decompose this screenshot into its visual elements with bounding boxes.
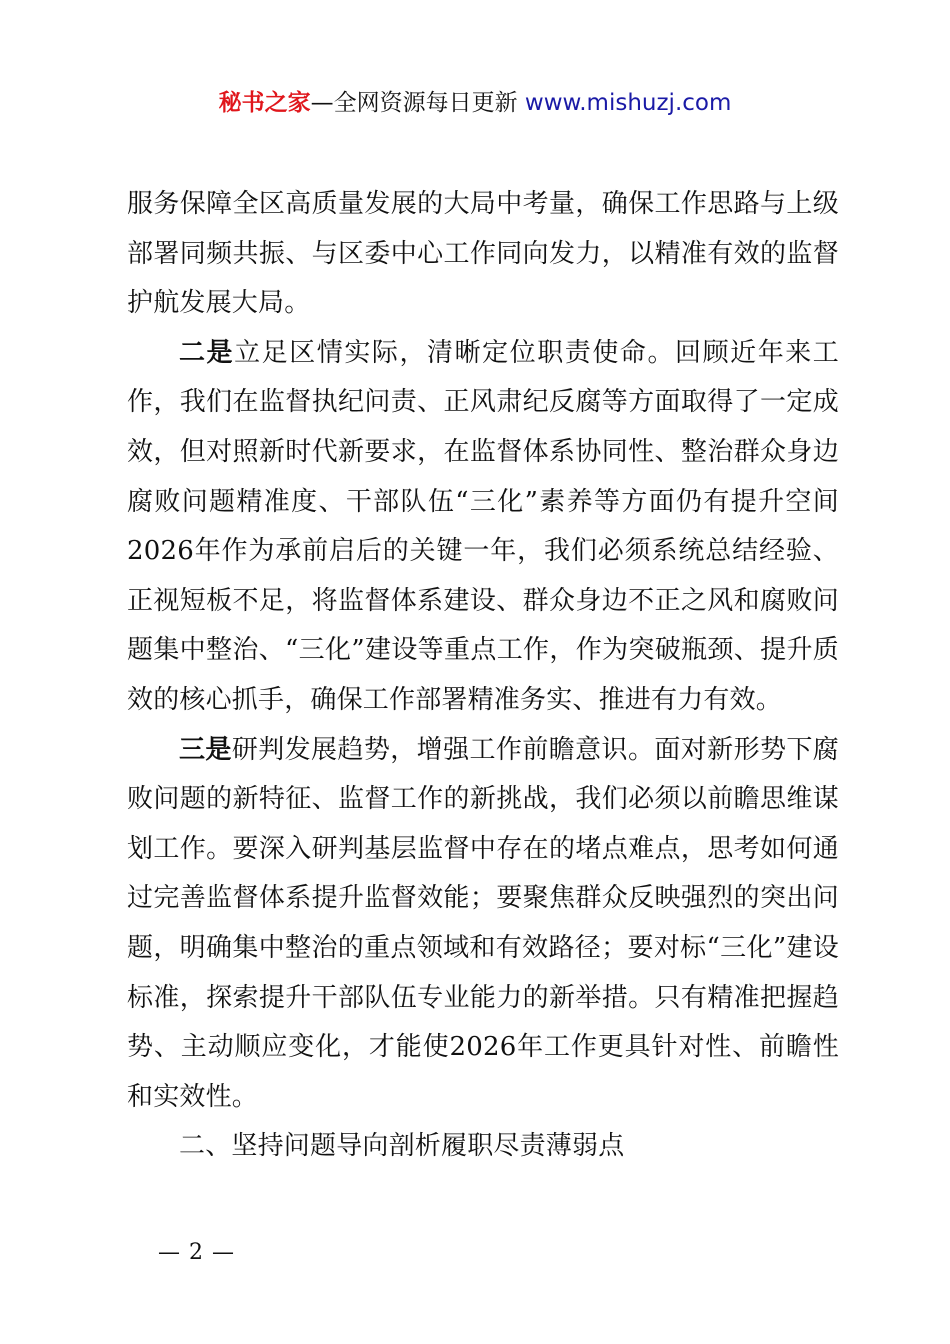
- paragraph-continuation: [127, 180, 839, 329]
- paragraph-point-two: [127, 329, 839, 726]
- site-tagline: —全网资源每日更新: [310, 90, 525, 116]
- paragraph-lead: 三是: [179, 734, 232, 765]
- paragraph-lead: 二是: [179, 337, 235, 368]
- site-url-link[interactable]: www.mishuzj.com: [524, 90, 732, 116]
- section-heading: [127, 1122, 839, 1172]
- page-number: — 2 —: [158, 1240, 235, 1265]
- document-body: [127, 180, 839, 1172]
- paragraph-text: 研判发展趋势，增强工作前瞻意识。面对新形势下腐败问题的新特征、监督工作的新挑战，我们必须以前瞻思维谋划工作。要深入研判基层监督中存在的堵点难点，思考如何通过完善监督体系提升监督效能；要聚焦群众反映强烈的突出问题，明确集中整治的重点领域和有效路径；要对标“三化”建设标准，探索提升干部队伍专业能力的新举措。只有精准把握趋势、主动顺应变化，才能使2026年工作更具针对性、前瞻性和实效性。: [127, 734, 839, 1112]
- paragraph-point-three: [127, 726, 839, 1123]
- section-heading-text: 二、坚持问题导向剖析履职尽责薄弱点: [179, 1131, 625, 1162]
- site-brand: 秘书之家: [218, 90, 311, 116]
- paragraph-text: 服务保障全区高质量发展的大局中考量，确保工作思路与上级部署同频共振、与区委中心工作同向发力，以精准有效的监督护航发展大局。: [127, 189, 839, 319]
- paragraph-text: 立足区情实际，清晰定位职责使命。回顾近年来工作，我们在监督执纪问责、正风肃纪反腐等方面取得了一定成效，但对照新时代新要求，在监督体系协同性、整治群众身边腐败问题精准度、干部队伍“三化”素养等方面仍有提升空间2026年作为承前启后的关键一年，我们必须系统总结经验、正视短板不足，将监督体系建设、群众身边不正之风和腐败问题集中整治、“三化”建设等重点工作，作为突破瓶颈、提升质效的核心抓手，确保工作部署精准务实、推进有力有效。: [127, 337, 840, 715]
- site-header: [0, 86, 950, 120]
